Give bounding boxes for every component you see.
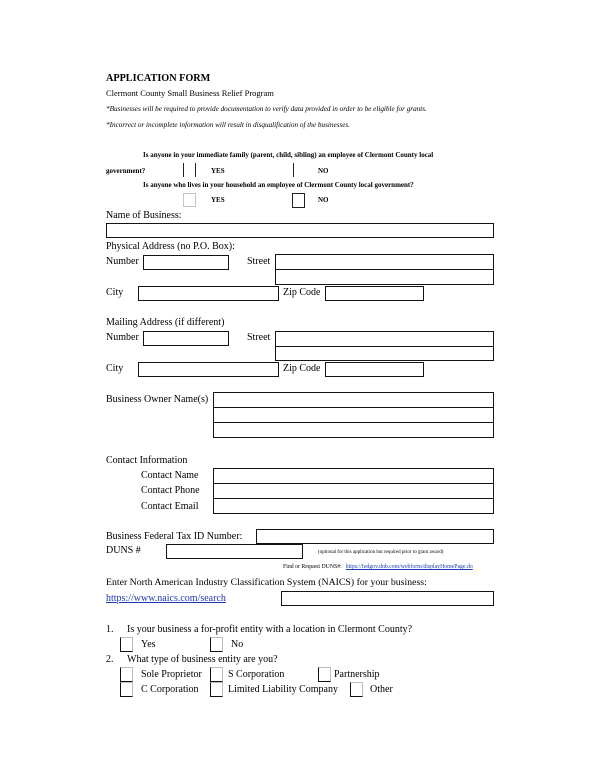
question-1-text: Is your business a for-profit entity with a location in Clermont County? (127, 624, 413, 635)
family-question-line-2: government? (106, 166, 146, 175)
physical-number-field[interactable] (143, 255, 229, 270)
duns-label: DUNS # (106, 545, 141, 556)
contact-name-label: Contact Name (141, 470, 199, 481)
sole-proprietor-checkbox[interactable] (120, 667, 133, 682)
for-profit-yes-label: Yes (141, 639, 156, 650)
mailing-address-heading: Mailing Address (if different) (106, 316, 225, 328)
llc-label: Limited Liability Company (228, 684, 338, 695)
s-corporation-checkbox[interactable] (210, 667, 223, 682)
llc-checkbox[interactable] (210, 682, 223, 697)
note-disqualification: *Incorrect or incomplete information will result in disqualification of the businesses. (106, 121, 351, 129)
duns-field[interactable] (166, 544, 303, 559)
business-name-field[interactable] (106, 223, 494, 238)
mailing-zip-label: Zip Code (283, 363, 321, 374)
mailing-number-label: Number (106, 332, 139, 343)
physical-address-heading: Physical Address (no P.O. Box): (106, 240, 235, 252)
mailing-zip-field[interactable] (325, 362, 424, 377)
physical-street-field-1[interactable] (275, 254, 494, 270)
business-owner-field-3[interactable] (213, 422, 494, 438)
physical-zip-field[interactable] (325, 286, 424, 301)
contact-name-field[interactable] (213, 468, 494, 484)
partnership-label: Partnership (334, 669, 380, 680)
contact-email-field[interactable] (213, 498, 494, 514)
physical-zip-label: Zip Code (283, 287, 321, 298)
question-2-text: What type of business entity are you? (127, 654, 278, 665)
household-no-checkbox[interactable] (292, 193, 305, 208)
duns-request-link[interactable]: https://fedgov.dnb.com/webform/displayHomePage.do (345, 564, 473, 570)
contact-phone-label: Contact Phone (141, 485, 200, 496)
question-1-number: 1. (106, 624, 114, 635)
physical-number-label: Number (106, 256, 139, 267)
naics-search-link[interactable]: https://www.naics.com/search (106, 592, 226, 604)
contact-phone-field[interactable] (213, 483, 494, 499)
for-profit-yes-checkbox[interactable] (120, 637, 133, 652)
contact-email-label: Contact Email (141, 501, 199, 512)
business-name-label: Name of Business: (106, 209, 182, 221)
household-no-label: NO (318, 195, 329, 204)
family-no-label: NO (318, 166, 329, 175)
question-2-number: 2. (106, 654, 114, 665)
mailing-street-field-2[interactable] (275, 346, 494, 361)
business-owner-field-1[interactable] (213, 392, 494, 408)
other-entity-checkbox[interactable] (350, 682, 363, 697)
mailing-city-field[interactable] (138, 362, 279, 377)
business-owner-label: Business Owner Name(s) (106, 394, 209, 405)
other-entity-label: Other (370, 684, 393, 695)
note-documentation: *Businesses will be required to provide documentation to verify data provided in order to be eligible for grants. (106, 105, 427, 113)
household-question-text: Is anyone who lives in your household an employee of Clermont County local government? (143, 181, 414, 189)
partnership-checkbox[interactable] (318, 667, 331, 682)
c-corporation-checkbox[interactable] (120, 682, 133, 697)
household-yes-label: YES (211, 195, 225, 204)
naics-code-field[interactable] (281, 591, 494, 606)
tax-id-field[interactable] (256, 529, 494, 544)
duns-find-label: Find or Request DUNS#: (283, 564, 342, 570)
mailing-city-label: City (106, 363, 124, 374)
c-corporation-label: C Corporation (141, 684, 199, 695)
physical-street-field-2[interactable] (275, 269, 494, 285)
family-question-line-1: Is anyone in your immediate family (parent, child, sibling) an employee of Clermont County local (143, 151, 434, 159)
form-title: APPLICATION FORM (106, 72, 211, 84)
s-corporation-label: S Corporation (228, 669, 285, 680)
mailing-street-label: Street (247, 332, 271, 343)
for-profit-no-label: No (231, 639, 244, 650)
duns-optional-note: (optional for this application but required prior to grant award) (318, 550, 444, 555)
business-owner-field-2[interactable] (213, 407, 494, 423)
for-profit-no-checkbox[interactable] (210, 637, 223, 652)
physical-street-label: Street (247, 256, 271, 267)
tax-id-label: Business Federal Tax ID Number: (106, 531, 243, 542)
contact-heading: Contact Information (106, 455, 188, 466)
duns-find-line (283, 565, 473, 571)
physical-city-label: City (106, 287, 124, 298)
naics-label: Enter North American Industry Classification System (NAICS) for your business: (106, 577, 427, 588)
sole-proprietor-label: Sole Proprietor (141, 669, 202, 680)
mailing-number-field[interactable] (143, 331, 229, 346)
family-yes-checkbox[interactable] (183, 163, 196, 177)
mailing-street-field-1[interactable] (275, 331, 494, 347)
program-name: Clermont County Small Business Relief Program (106, 88, 274, 98)
family-yes-label: YES (211, 166, 225, 175)
family-no-checkbox[interactable] (293, 163, 306, 177)
household-yes-checkbox[interactable] (183, 193, 196, 207)
physical-city-field[interactable] (138, 286, 279, 301)
